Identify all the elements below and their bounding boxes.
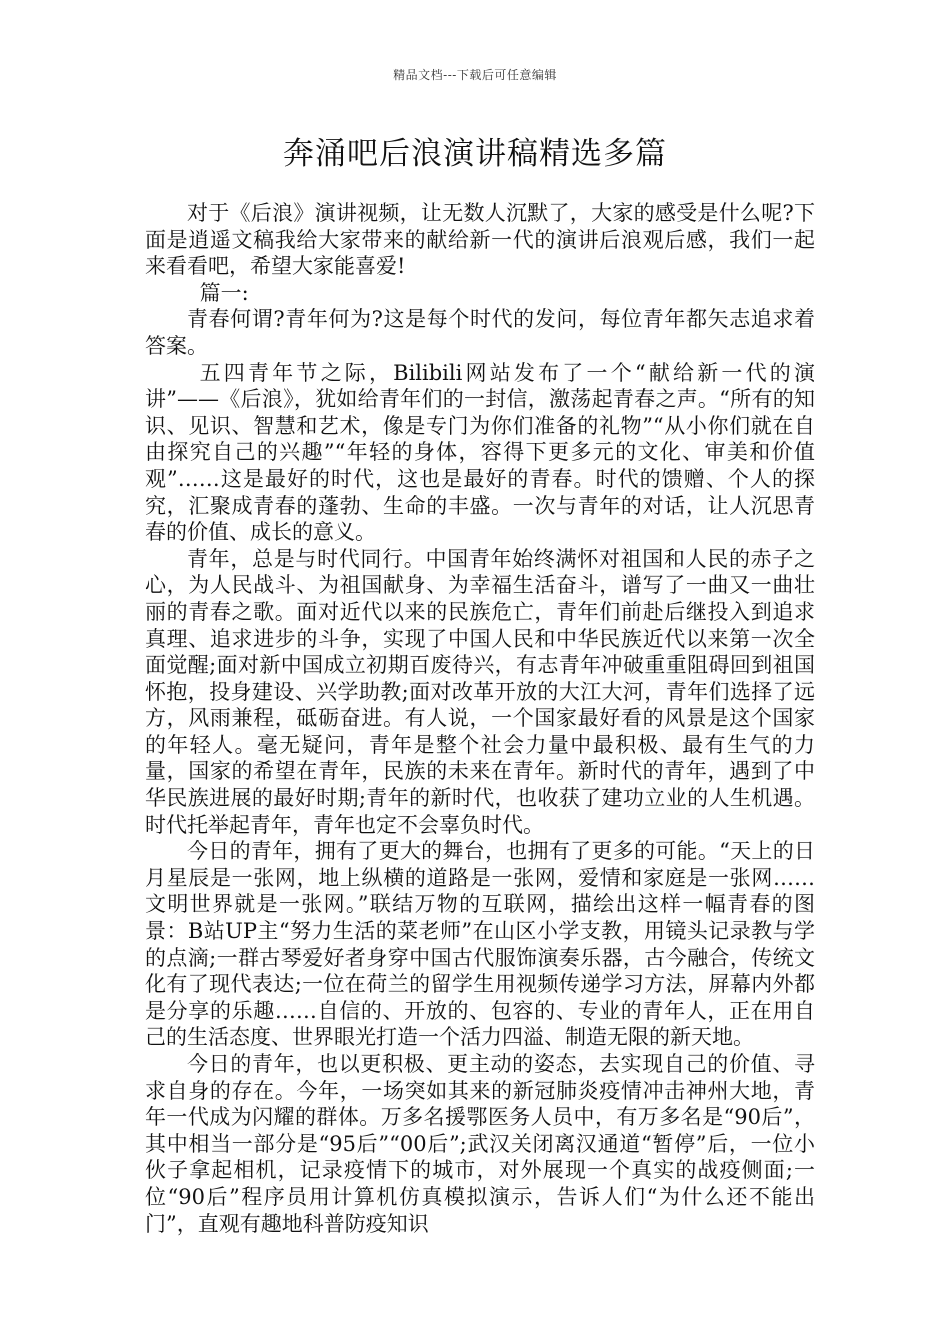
header-note: 精品文档---下载后可任意编辑 (393, 68, 557, 82)
document-title: 奔涌吧后浪演讲稿精选多篇 (283, 136, 667, 172)
paragraph: 五四青年节之际，Bilibili网站发布了一个“献给新一代的演讲”——《后浪》，犹如给青年们的一封信，激荡起青春之声。“所有的知识、见识、智慧和艺术，像是专门为你们准备的礼物”“从小你们就在自由探究自己的兴趣”“年轻的身体，容得下更多元的文化、审美和价值观”……这是最好的时代，这也是最好的青春。时代的馈赠、个人的探究，汇聚成青春的蓬勃、生命的丰盛。一次与青年的对话，让人沉思青春的价值、成长的意义。 (145, 360, 815, 545)
paragraph-intro: 对于《后浪》演讲视频，让无数人沉默了，大家的感受是什么呢?下面是逍遥文稿我给大家带来的献给新一代的演讲后浪观后感，我们一起来看看吧，希望大家能喜爱! (145, 201, 815, 279)
paragraph: 青春何谓?青年何为?这是每个时代的发问，每位青年都矢志追求着答案。 (145, 307, 815, 358)
section-label: 篇一: (199, 280, 249, 305)
paragraph: 青年，总是与时代同行。中国青年始终满怀对祖国和人民的赤子之心，为人民战斗、为祖国献身、为幸福生活奋斗，谱写了一曲又一曲壮丽的青春之歌。面对近代以来的民族危亡，青年们前赴后继投入到追求真理、追求进步的斗争，实现了中国人民和中华民族近代以来第一次全面觉醒;面对新中国成立初期百废待兴，有志青年冲破重重阻碍回到祖国怀抱，投身建设、兴学助教;面对改革开放的大江大河，青年们选择了远方，风雨兼程，砥砺奋进。有人说，一个国家最好看的风景是这个国家的年轻人。毫无疑问，青年是整个社会力量中最积极、最有生气的力量，国家的希望在青年，民族的未来在青年。新时代的青年，遇到了中华民族进展的最好时期;青年的新时代，也收获了建功立业的人生机遇。时代托举起青年，青年也定不会辜负时代。 (145, 546, 815, 837)
paragraph: 今日的青年，也以更积极、更主动的姿态，去实现自己的价值、寻求自身的存在。今年，一场突如其来的新冠肺炎疫情冲击神州大地，青年一代成为闪耀的群体。万多名援鄂医务人员中，有万多名是“90后”，其中相当一部分是“95后”“00后”;武汉关闭离汉通道“暂停”后，一位小伙子拿起相机，记录疫情下的城市，对外展现一个真实的战疫侧面;一位“90后”程序员用计算机仿真模拟演示，告诉人们“为什么还不能出门”，直观有趣地科普防疫知识 (145, 1052, 815, 1236)
document-body (145, 200, 815, 1237)
paragraph: 今日的青年，拥有了更大的舞台，也拥有了更多的可能。“天上的日月星辰是一张网，地上纵横的道路是一张网，爱情和家庭是一张网……文明世界就是一张网。”联结万物的互联网，描绘出这样一幅青春的图景：B站UP主“努力生活的菜老师”在山区小学支教，用镜头记录教与学的点滴;一群古琴爱好者身穿中国古代服饰演奏乐器，古今融合，传统文化有了现代表达;一位在荷兰的留学生用视频传递学习方法，屏幕内外都是分享的乐趣……自信的、开放的、包容的、专业的青年人，正在用自己的生活态度、世界眼光打造一个活力四溢、制造无限的新天地。 (145, 839, 815, 1050)
